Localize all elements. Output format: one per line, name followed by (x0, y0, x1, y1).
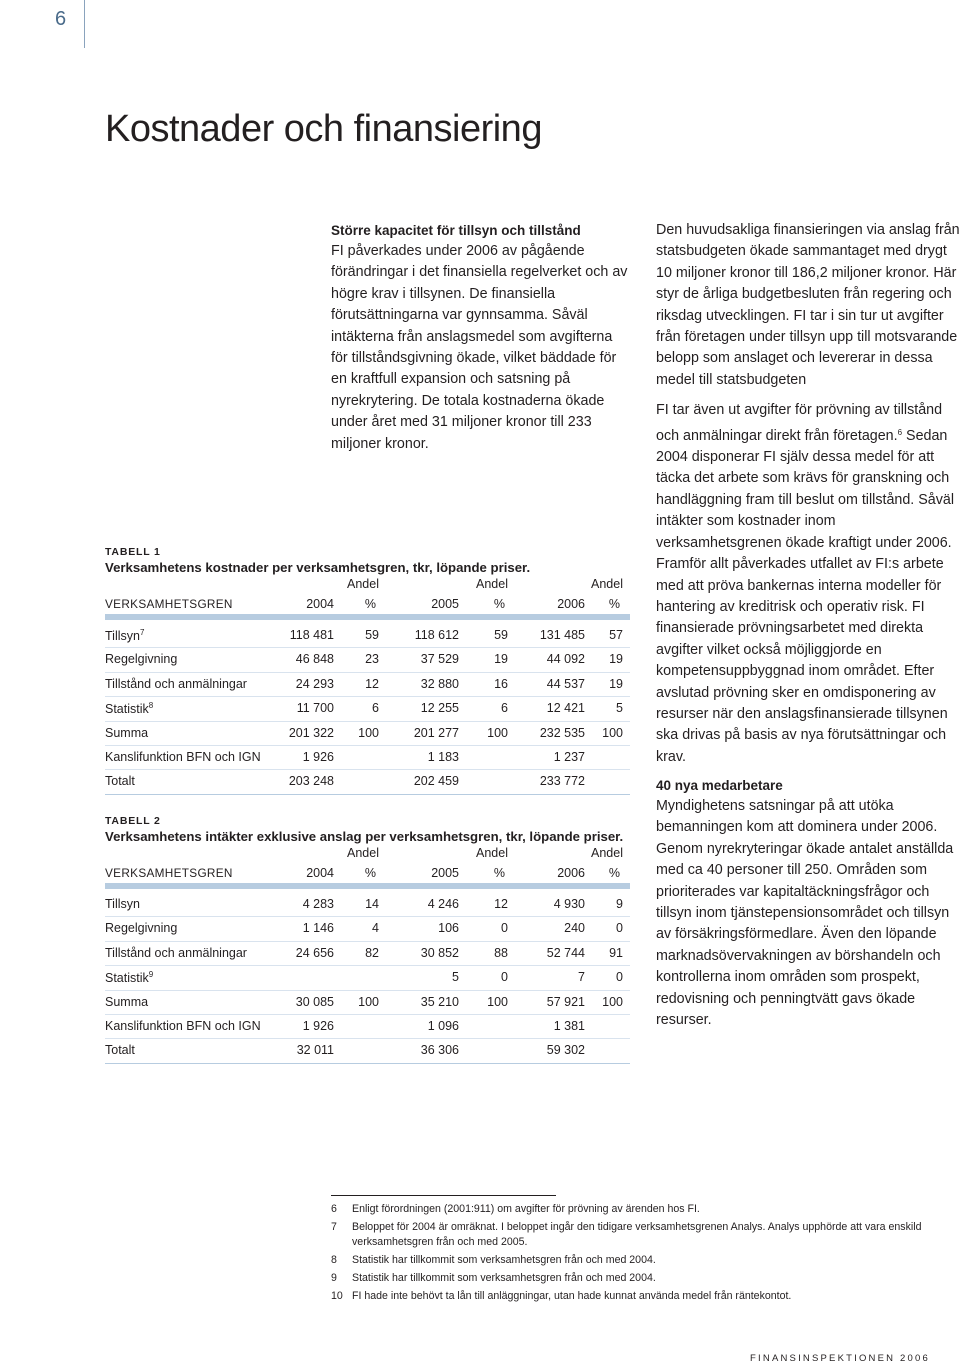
table-cell-v2006: 44 092 (546, 652, 585, 667)
table-cell-a2004: 12 (365, 676, 379, 691)
table-cell-a2004: 4 (372, 921, 379, 936)
column-header-andel-2005: Andel (476, 577, 508, 591)
intro-paragraph: FI påverkades under 2006 av pågående förändringar i det finansiella regelverket och av högre krav i tillsynen. De finansiella förutsättningarna var gynnsamma. Såväl intäkterna från anslagsmedel som avgifterna för tillståndsgivning ökade, vilket bäddade för en kraftfull expansion och satsning på nyrekrytering. De totala kostnaderna ökade under året med 31 miljoner kronor till 233 miljoner kronor. (331, 243, 628, 452)
row-label (105, 897, 140, 911)
staffing-section (656, 775, 960, 1031)
table-2-caption: Verksamhetens intäkter exklusive anslag per verksamhetsgren, tkr, löpande priser. (105, 829, 624, 844)
table-2-label: TABELL 2 (105, 815, 161, 827)
table-1-body (105, 624, 630, 795)
row-label-text: Kanslifunktion BFN och IGN (105, 749, 261, 764)
table-cell-v2004: 118 481 (289, 628, 334, 642)
footnote-ref: 7 (139, 628, 145, 637)
table-cell-a2004: 23 (365, 652, 379, 667)
intro-heading: Större kapacitet för tillsyn och tillstånd (331, 223, 581, 238)
footnote-text: Enligt förordningen (2001:911) om avgifter för prövning av ärenden hos FI. (352, 1203, 700, 1215)
table-cell-v2006: 57 921 (546, 994, 585, 1009)
table-cell-v2006: 4 930 (553, 897, 585, 911)
footnote (331, 1289, 951, 1304)
row-label-text: Regelgivning (105, 652, 178, 667)
column-header-2004: 2004 (306, 866, 334, 880)
table-cell-a2006: 100 (602, 725, 623, 740)
footnote-divider (331, 1195, 556, 1196)
table-2 (105, 814, 630, 1064)
row-label (105, 774, 135, 788)
table-cell-a2005: 0 (501, 921, 508, 936)
footnote-ref: 9 (148, 970, 154, 980)
table-cell-a2005: 12 (494, 897, 508, 911)
financing-paragraph-2-start: FI tar även ut avgifter för prövning av tillstånd och anmälningar direkt från företagen. (656, 402, 943, 444)
table-cell-v2005: 1 096 (427, 1018, 459, 1033)
table-cell-a2004: 100 (358, 725, 379, 740)
table-cell-a2005: 88 (494, 945, 508, 960)
footnote-text: FI hade inte behövt ta lån till anläggningar, utan hade kunnat använda medel från räntekontot. (352, 1290, 792, 1302)
footnote-ref-6: 6 (897, 427, 903, 437)
table-row (105, 624, 630, 648)
table-1 (105, 545, 630, 795)
table-row (105, 697, 630, 721)
row-label-text: Regelgivning (105, 921, 178, 936)
table-cell-a2005: 59 (494, 628, 508, 642)
row-label-text: Summa (105, 994, 149, 1009)
table-row (105, 770, 630, 794)
table-row (105, 673, 630, 697)
table-row (105, 722, 630, 746)
table-cell-a2006: 100 (602, 994, 623, 1009)
table-cell-v2004: 32 011 (296, 1043, 334, 1058)
table-cell-a2004: 82 (365, 945, 379, 960)
table-cell-a2005: 100 (487, 725, 508, 740)
table-cell-v2004: 11 700 (296, 701, 334, 716)
table-cell-v2005: 1 183 (427, 749, 459, 764)
row-label (105, 1043, 135, 1057)
financing-paragraph-2 (656, 400, 960, 768)
table-1-header-rule (105, 614, 630, 620)
table-cell-v2006: 12 421 (546, 701, 585, 716)
row-label (105, 677, 247, 691)
column-header-pct-2006: % (608, 597, 620, 611)
table-cell-v2004: 1 926 (302, 749, 334, 764)
table-row (105, 648, 630, 672)
page-number: 6 (55, 8, 67, 30)
table-cell-v2006: 44 537 (546, 676, 585, 691)
row-label (105, 726, 148, 740)
column-header-pct-2006: % (608, 866, 620, 880)
table-cell-v2005: 202 459 (413, 774, 459, 789)
page-footer: FINANSINSPEKTIONEN 2006 (750, 1353, 930, 1364)
table-cell-a2005: 6 (501, 701, 508, 716)
table-cell-a2006: 0 (616, 970, 623, 985)
column-header-pct-2005: % (493, 866, 505, 880)
table-cell-a2005: 100 (487, 994, 508, 1009)
row-label (105, 652, 177, 666)
row-label-text: Statistik (105, 702, 149, 717)
footnote (331, 1202, 951, 1217)
financing-section (656, 220, 960, 768)
table-cell-v2005: 201 277 (413, 725, 459, 740)
table-2-header-rule (105, 883, 630, 889)
table-cell-v2004: 4 283 (302, 897, 334, 911)
table-cell-v2005: 5 (452, 970, 459, 985)
table-cell-v2004: 201 322 (288, 725, 334, 740)
row-label-text: Kanslifunktion BFN och IGN (105, 1018, 261, 1033)
table-cell-a2004: 100 (358, 994, 379, 1009)
table-cell-v2006: 59 302 (546, 1043, 585, 1058)
footnote-text: Beloppet för 2004 är omräknat. I beloppet ingår den tidigare verksamhetsgrenen Analys. Analys upphörde att vara enskild verksamhetsgren från och med 2005. (352, 1221, 922, 1248)
table-cell-v2005: 118 612 (414, 628, 459, 642)
table-row (105, 1039, 630, 1063)
footnote-text: Statistik har tillkommit som verksamhetsgren från och med 2004. (352, 1254, 656, 1266)
row-label (105, 946, 247, 960)
table-2-body (105, 893, 630, 1064)
row-label (105, 995, 148, 1009)
row-label-text: Tillstånd och anmälningar (105, 676, 247, 691)
table-1-label: TABELL 1 (105, 546, 161, 558)
table-cell-v2005: 4 246 (427, 897, 459, 911)
column-header-verksamhetsgren: VERKSAMHETSGREN (105, 866, 233, 880)
footnote-number: 8 (331, 1254, 337, 1266)
table-cell-a2005: 19 (494, 652, 508, 667)
financing-paragraph-2-rest: Sedan 2004 disponerar FI själv dessa medel för att täcka det arbete som krävs för granskning och handläggning fram till beslut om tillstånd. Såväl intäkter som kostnader inom verksamhetsgrenen ökade kraftigt under 2006. Framför allt påverkades utfallet av FI:s arbete med att pröva bankernas interna modeller för hantering av kreditrisk och operativ risk. FI finansierade prövningsarbetet med direkta avgifter vilket också möjliggjorde en kompetensuppbyggnad inom området. Efter avslutad prövning sker en omdisponering av resurser när den anslagsfinansierade tillsynen ska drivas på basis av nya förutsättningar och krav. (656, 427, 955, 765)
footnote-ref: 8 (148, 701, 154, 711)
table-cell-a2006: 91 (609, 945, 623, 960)
financing-paragraph-1: Den huvudsakliga finansieringen via anslag från statsbudgeten ökade sammantaget med drygt 10 miljoner kronor till 186,2 miljoner kronor. Här styr de årliga budgetbesluten från regering och riksdag utvecklingen. FI tar i sin tur ut avgifter från företagen under tillsyn upp till motsvarande belopp som anslaget och levererar in dessa medel till statsbudgeten (656, 222, 960, 388)
row-label (105, 701, 153, 716)
table-cell-v2004: 203 248 (288, 774, 334, 789)
table-cell-v2005: 37 529 (420, 652, 459, 667)
column-header-pct-2005: % (493, 597, 505, 611)
page-number-divider (84, 0, 85, 48)
footnote (331, 1253, 951, 1268)
row-label (105, 628, 144, 643)
table-cell-v2005: 32 880 (420, 676, 459, 691)
column-header-pct-2004: % (364, 597, 376, 611)
column-header-andel-2004: Andel (347, 577, 379, 591)
footnote-number: 6 (331, 1203, 337, 1215)
table-cell-v2006: 7 (578, 970, 585, 985)
table-cell-a2006: 0 (616, 921, 623, 936)
row-label-text: Totalt (105, 774, 135, 789)
table-cell-v2006: 131 485 (539, 628, 585, 642)
footnote-text: Statistik har tillkommit som verksamhetsgren från och med 2004. (352, 1272, 656, 1284)
row-label-text: Tillsyn (105, 629, 140, 643)
table-cell-a2006: 5 (616, 701, 623, 716)
column-header-2005: 2005 (431, 597, 459, 611)
table-cell-v2006: 52 744 (546, 945, 585, 960)
column-header-verksamhetsgren: VERKSAMHETSGREN (105, 597, 233, 611)
table-cell-v2004: 24 293 (295, 676, 334, 691)
page-title: Kostnader och finansiering (105, 108, 542, 150)
table-cell-a2006: 57 (609, 628, 623, 642)
table-cell-v2006: 233 772 (539, 774, 585, 789)
table-cell-v2005: 106 (438, 921, 459, 936)
column-header-pct-2004: % (364, 866, 376, 880)
table-cell-a2004: 59 (365, 628, 379, 642)
table-2-header (105, 846, 630, 880)
column-header-2006: 2006 (557, 866, 585, 880)
footnote-number: 9 (331, 1272, 337, 1284)
table-row (105, 917, 630, 941)
footnotes (331, 1202, 951, 1307)
table-cell-v2005: 36 306 (420, 1043, 459, 1058)
row-label (105, 1019, 261, 1033)
column-header-2004: 2004 (306, 597, 334, 611)
table-cell-a2005: 0 (501, 970, 508, 985)
table-cell-a2004: 6 (372, 701, 379, 716)
row-label-text: Summa (105, 725, 149, 740)
table-cell-a2006: 19 (609, 652, 623, 667)
table-cell-a2006: 19 (609, 676, 623, 691)
column-header-2006: 2006 (557, 597, 585, 611)
table-row (105, 746, 630, 770)
table-1-caption: Verksamhetens kostnader per verksamhetsgren, tkr, löpande priser. (105, 560, 531, 575)
table-row (105, 991, 630, 1015)
table-cell-a2004: 14 (365, 897, 379, 911)
column-header-andel-2006: Andel (591, 846, 623, 860)
table-cell-v2005: 35 210 (420, 994, 459, 1009)
row-label (105, 970, 153, 985)
column-header-andel-2004: Andel (347, 846, 379, 860)
footnote (331, 1271, 951, 1286)
table-row (105, 942, 630, 966)
row-label-text: Statistik (105, 971, 149, 986)
table-cell-v2006: 1 381 (553, 1018, 585, 1033)
table-cell-v2004: 46 848 (295, 652, 334, 667)
table-cell-v2006: 1 237 (553, 749, 585, 764)
column-header-andel-2005: Andel (476, 846, 508, 860)
table-cell-a2006: 9 (616, 897, 623, 911)
row-label-text: Totalt (105, 1043, 135, 1058)
row-label-text: Tillsyn (105, 897, 140, 911)
table-row (105, 1015, 630, 1039)
staffing-paragraph: Myndighetens satsningar på att utöka bemanningen kom att dominera under 2006. Genom nyrekryteringar ökade antalet anställda med ca 40 personer till 250. Områden som prioriterades var kapitaltäckningsfrågor och tillsyn inom tjänstepensionsområdet och tillsyn av försäkringsförmedlare. Även den löpande marknadsövervakningen av börshandeln och kontrollerna inom områden som prospekt, redovisning och penningtvätt gavs ökade resurser. (656, 798, 954, 1029)
footnote-number: 10 (331, 1290, 343, 1302)
row-label-text: Tillstånd och anmälningar (105, 945, 247, 960)
table-cell-v2006: 240 (564, 921, 585, 936)
table-cell-a2005: 16 (494, 676, 508, 691)
column-header-andel-2006: Andel (591, 577, 623, 591)
row-label (105, 921, 177, 935)
table-1-header (105, 577, 630, 611)
table-cell-v2005: 12 255 (420, 701, 459, 716)
table-row (105, 893, 630, 917)
table-cell-v2004: 30 085 (295, 994, 334, 1009)
table-cell-v2004: 1 926 (302, 1018, 334, 1033)
table-cell-v2004: 24 656 (295, 945, 334, 960)
row-label (105, 750, 261, 764)
column-header-2005: 2005 (431, 866, 459, 880)
footnote (331, 1220, 951, 1250)
table-cell-v2005: 30 852 (420, 945, 459, 960)
staffing-heading: 40 nya medarbetare (656, 778, 783, 793)
table-row (105, 966, 630, 990)
footnote-number: 7 (331, 1221, 337, 1233)
table-cell-v2004: 1 146 (302, 921, 334, 936)
table-cell-v2006: 232 535 (539, 725, 585, 740)
intro-section (331, 220, 631, 455)
